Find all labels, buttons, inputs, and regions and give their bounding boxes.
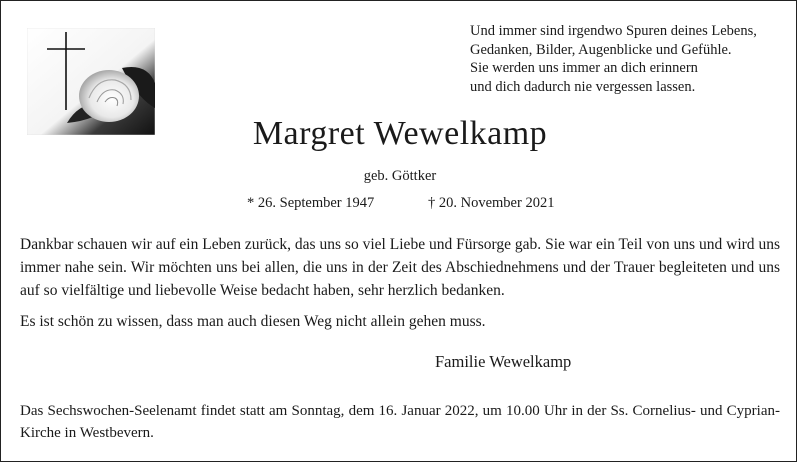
deceased-name: Margret Wewelkamp	[252, 115, 548, 152]
birth-date: * 26. September 1947	[247, 195, 375, 211]
poem	[470, 22, 757, 96]
comfort-paragraph: Es ist schön zu wissen, dass man auch diesen Weg nicht allein gehen muss.	[20, 313, 486, 330]
maiden-name: geb. Göttker	[363, 168, 437, 184]
poem-line: und dich dadurch nie vergessen lassen.	[470, 78, 696, 95]
signature: Familie Wewelkamp	[435, 352, 572, 371]
service-notice: Das Sechswochen-Seelenamt findet statt am Sonntag, dem 16. Januar 2022, um 10.00 Uhr in der Ss. Cornelius- und Cyprian-Kirche in Westbevern.	[20, 403, 780, 441]
death-date: † 20. November 2021	[428, 195, 555, 211]
poem-line: Und immer sind irgendwo Spuren deines Lebens,	[470, 23, 757, 39]
poem-line: Sie werden uns immer an dich erinnern	[470, 60, 698, 76]
poem-line: Gedanken, Bilder, Augenblicke und Gefühle.	[470, 41, 732, 58]
thanks-paragraph: Dankbar schauen wir auf ein Leben zurück, das uns so viel Liebe und Fürsorge gab. Sie war ein Teil von uns und wird uns immer nahe sein. Wir möchten uns bei allen, die uns in der Zeit des Abschiednehmens und der Trauer begleiteten und uns auf so vielfältige und liebevolle Weise bedacht haben, sehr herzlich bedanken.	[20, 236, 780, 299]
